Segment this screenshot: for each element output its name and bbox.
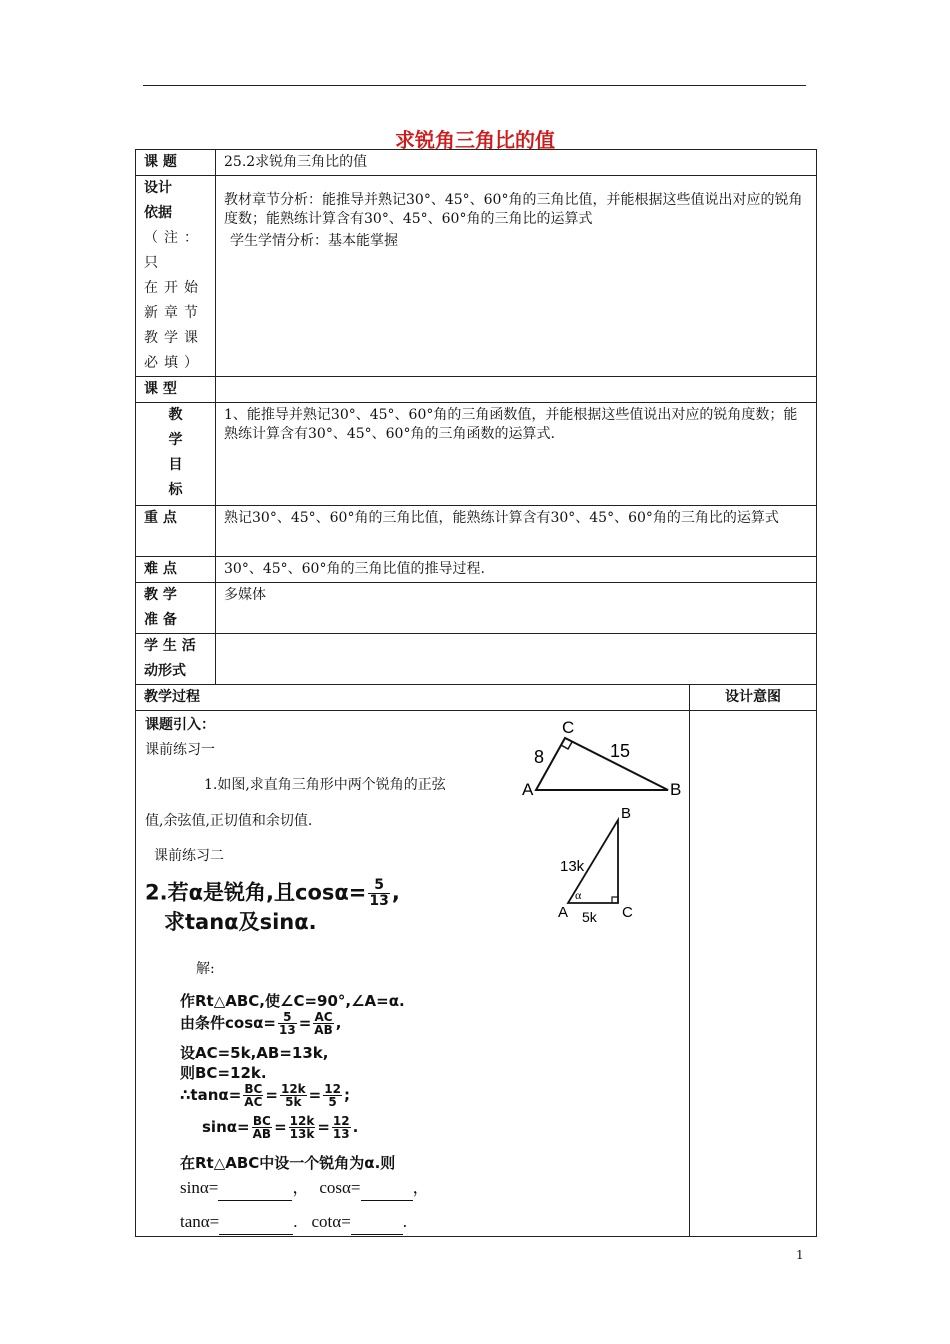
solution-step5: ∴tanα= $\frac{BC}{AC}$ = $\frac{12k}{5k}$ = $\frac{12}{5}$ ;	[180, 1082, 350, 1109]
step5-frac2-den: 5k	[285, 1095, 302, 1109]
basis-note-1: （注：只	[144, 230, 204, 271]
step2-frac2-num: AC	[314, 1010, 333, 1024]
tan-sep: .	[293, 1212, 298, 1231]
prep-label-cell	[136, 583, 216, 634]
cos-sep: ，	[412, 1178, 430, 1197]
fig1-label-a: A	[522, 780, 534, 799]
problem2-line2: 求tanα及sinα.	[164, 910, 317, 934]
fig2-base: 5k	[582, 909, 597, 925]
row-difficulty	[136, 557, 817, 583]
step5-frac3-den: 5	[328, 1095, 337, 1109]
solution-step3: 设AC=5k,AB=13k,	[180, 1044, 329, 1062]
definition-intro: 在Rt△ABC中设一个锐角为α.则	[180, 1154, 396, 1172]
solution-step4: 则BC=12k.	[180, 1064, 267, 1082]
exercise2-title: 课前练习二	[154, 848, 224, 864]
goal-label-4: 标	[168, 482, 183, 498]
basis-text-1: 教材章节分析：能推导并熟记30°、45°、60°角的三角比值，并能根据这些值说出对应的锐角度数；能熟练计算含有30°、45°、60°角的三角比的运算式	[224, 192, 803, 227]
step6-frac1-den: AB	[252, 1127, 272, 1141]
exercise1-title: 课前练习一	[145, 742, 215, 758]
goal-text: 1、能推导并熟记30°、45°、60°角的三角函数值，并能根据这些值说出对应的锐角度数；能熟练计算含有30°、45°、60°角的三角函数的运算式.	[224, 407, 798, 442]
fig2-angle: α	[575, 888, 582, 902]
exercise1-question-line2: 值,余弦值,正切值和余切值.	[145, 813, 313, 829]
problem2-num: 5	[368, 878, 389, 894]
process-cell	[136, 711, 690, 1237]
triangle-abc-1	[536, 738, 668, 790]
fig2-label-a: A	[558, 904, 569, 921]
step2-end: ,	[335, 1014, 342, 1032]
key-label: 重 点	[136, 506, 216, 557]
process-label: 教学过程	[136, 685, 690, 711]
row-process-body	[136, 711, 817, 1237]
goal-label-3: 目	[168, 457, 183, 473]
triangle-figure-1	[516, 713, 686, 803]
row-goal	[136, 403, 817, 506]
topic-label: 课 题	[136, 150, 216, 176]
goal-label-cell	[136, 403, 216, 506]
step2-text: 由条件cosα=	[180, 1014, 276, 1032]
step5-end: ;	[343, 1086, 350, 1104]
problem2-den: 13	[369, 893, 389, 909]
row-prep	[136, 583, 817, 634]
header-rule	[143, 85, 806, 86]
basis-note-5: 必填）	[144, 355, 204, 371]
solution-step2	[180, 1011, 341, 1036]
basis-note-3: 新章节	[144, 305, 204, 321]
basis-note-4: 教学课	[144, 330, 204, 346]
problem2-line1	[145, 878, 400, 909]
step6-frac1-num: BC	[252, 1114, 271, 1128]
step6-frac3-den: 13	[332, 1127, 350, 1141]
goal-label-2: 学	[168, 432, 183, 448]
step6-text: sinα=	[202, 1118, 250, 1136]
basis-text-2: 学生学情分析：基本能掌握	[230, 233, 398, 249]
basis-text-cell	[216, 176, 817, 377]
triangle-figure-2	[556, 803, 646, 933]
topic-value: 25.2求锐角三角比的值	[216, 150, 817, 176]
step2-frac1-den: 13	[279, 1023, 296, 1037]
cos-label: cosα=	[319, 1178, 361, 1197]
difficulty-label: 难 点	[136, 557, 216, 583]
goal-text-cell	[216, 403, 817, 506]
solution-label: 解:	[196, 961, 215, 977]
activity-label-2: 动形式	[144, 663, 186, 679]
step6-frac2-den: 13k	[289, 1127, 315, 1141]
fig1-side-ac: 8	[534, 747, 545, 767]
step6-frac3-num: 12	[332, 1114, 350, 1128]
sin-sep: ，	[292, 1178, 310, 1197]
intent-label: 设计意图	[690, 685, 817, 711]
fig2-hypotenuse: 13k	[560, 858, 585, 875]
step5-frac3	[323, 1083, 342, 1108]
right-angle-mark-2	[612, 897, 618, 903]
step6-frac2	[289, 1115, 316, 1140]
step2-frac1-num: 5	[278, 1011, 297, 1024]
step5-frac2-num: 12k	[280, 1082, 306, 1096]
step5-frac1-num: BC	[244, 1082, 263, 1096]
solution-step1: 作Rt△ABC,使∠C=90°,∠A=α.	[180, 992, 405, 1010]
type-value	[216, 377, 817, 403]
step5-text: ∴tanα=	[180, 1086, 242, 1104]
problem2-fraction	[368, 878, 389, 909]
activity-text	[216, 634, 817, 685]
basis-label-2: 依据	[144, 205, 172, 221]
cot-label: cotα=	[311, 1212, 351, 1231]
cos-blank	[361, 1175, 413, 1201]
row-type	[136, 377, 817, 403]
fig2-label-b: B	[621, 805, 632, 822]
fig2-label-c: C	[622, 904, 633, 921]
step5-frac3-num: 12	[324, 1082, 341, 1096]
prep-label-1: 教 学	[144, 587, 177, 603]
basis-label-cell	[136, 176, 216, 377]
tan-blank	[219, 1209, 293, 1235]
step6-frac1	[252, 1115, 272, 1140]
cot-blank	[351, 1209, 403, 1235]
exercise1-question-line1: 1.如图,求直角三角形中两个锐角的正弦	[204, 777, 446, 793]
problem2-text: 2.若α是锐角,且cosα=	[145, 880, 367, 905]
fig1-side-bc: 15	[610, 741, 631, 761]
type-label: 课 型	[136, 377, 216, 403]
step5-frac1	[243, 1083, 263, 1108]
sin-blank	[218, 1175, 292, 1201]
definition-line2	[180, 1209, 407, 1235]
tan-label: tanα=	[180, 1212, 220, 1231]
fig1-label-b: B	[670, 780, 682, 799]
solution-step6: sinα= $\frac{BC}{AB}$ = $\frac{12k}{13k}$ = $\frac{12}{13}$ .	[202, 1114, 359, 1141]
step2-frac2	[313, 1011, 333, 1036]
row-topic	[136, 150, 817, 176]
process-content	[136, 711, 689, 1236]
key-text: 熟记30°、45°、60°角的三角比值，能熟练计算含有30°、45°、60°角的三角比的运算式	[216, 506, 817, 557]
step6-end: .	[352, 1118, 359, 1136]
lesson-plan-table	[135, 149, 817, 1237]
step2-frac1	[278, 1011, 297, 1036]
difficulty-text: 30°、45°、60°角的三角比值的推导过程.	[216, 557, 817, 583]
activity-label-cell	[136, 634, 216, 685]
step5-frac1-den: AC	[244, 1095, 263, 1109]
row-activity	[136, 634, 817, 685]
row-process-header	[136, 685, 817, 711]
step6-frac3	[332, 1115, 351, 1140]
cot-sep: .	[402, 1212, 408, 1231]
step5-frac2	[280, 1083, 307, 1108]
row-basis	[136, 176, 817, 377]
definition-line1	[180, 1175, 430, 1201]
activity-label-1: 学 生 活	[144, 638, 196, 654]
intro-heading: 课题引入：	[145, 717, 215, 733]
step2-frac2-den: AB	[314, 1023, 333, 1037]
page-number: 1	[796, 1248, 804, 1262]
page-title: 求锐角三角比的值	[395, 128, 555, 152]
step6-frac2-num: 12k	[289, 1114, 315, 1128]
sin-label: sinα=	[180, 1178, 219, 1197]
intent-cell	[690, 711, 817, 1237]
fig1-label-c: C	[562, 718, 575, 737]
prep-label-2: 准 备	[144, 612, 177, 628]
goal-label-1: 教	[168, 407, 183, 423]
prep-text: 多媒体	[216, 583, 817, 634]
step2-eq: =	[298, 1014, 312, 1032]
basis-label-1: 设计	[144, 180, 172, 196]
problem2-comma: ,	[391, 880, 400, 905]
basis-note-2: 在开始	[144, 280, 204, 296]
row-key	[136, 506, 817, 557]
